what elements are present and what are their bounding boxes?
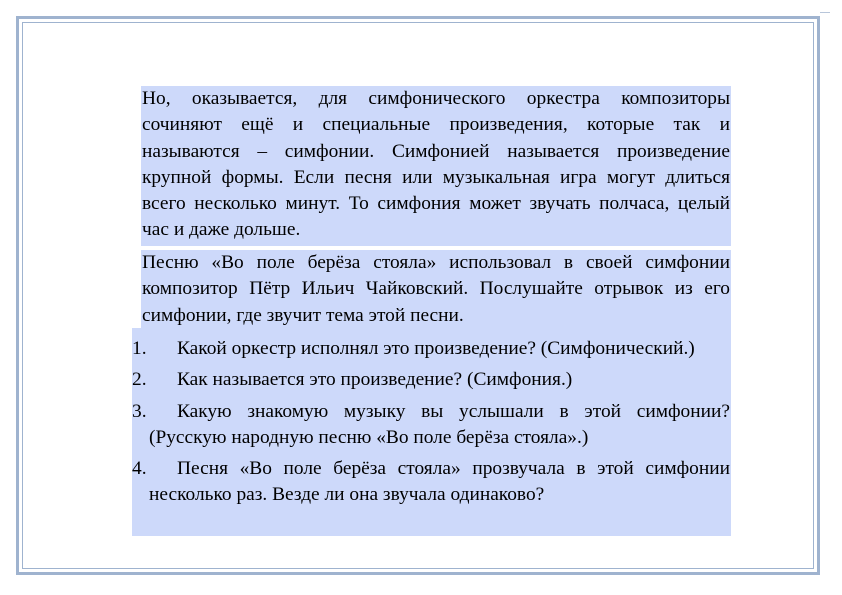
list-item: [132, 399, 731, 452]
list-item-text: Какую знакомую музыку вы услышали в этой симфонии? (Русскую народную песню «Во поле берёза стояла».): [149, 400, 730, 448]
paragraph-symphony-definition: [141, 86, 731, 246]
paragraph-2-text: Песню «Во поле берёза стояла» использовал в своей симфонии композитор Пётр Ильич Чайковский. Послушайте отрывок из его симфонии, где звучит тема этой песни.: [142, 252, 730, 326]
list-item-number: 4.: [132, 458, 147, 480]
list-item: [132, 456, 731, 509]
list-item-number: 2.: [132, 369, 147, 391]
list-item: [132, 367, 731, 393]
paragraph-1-text: Но, оказывается, для симфонического оркестра композиторы сочиняют ещё и специальные произведения, которые так и называются – симфонии. Симфонией называется произведение крупной формы. Если песня или музыкальная игра могут длиться всего несколько минут. То симфония может звучать полчаса, целый час и даже дольше.: [142, 88, 730, 241]
list-item-number: 1.: [132, 338, 147, 359]
paragraph-tchaikovsky: [141, 250, 731, 328]
list-item-text: Песня «Во поле берёза стояла» прозвучала в этой симфонии несколько раз. Везде ли она звучала одинаково?: [149, 458, 730, 506]
questions-list: [132, 328, 731, 536]
frame-corner-mark: [820, 12, 830, 13]
list-item-number: 3.: [132, 400, 147, 422]
list-item-text: Как называется это произведение? (Симфония.): [177, 369, 573, 391]
list-item: [132, 336, 731, 362]
list-item-text: Какой оркестр исполнял это произведение? (Симфонический.): [177, 338, 695, 359]
